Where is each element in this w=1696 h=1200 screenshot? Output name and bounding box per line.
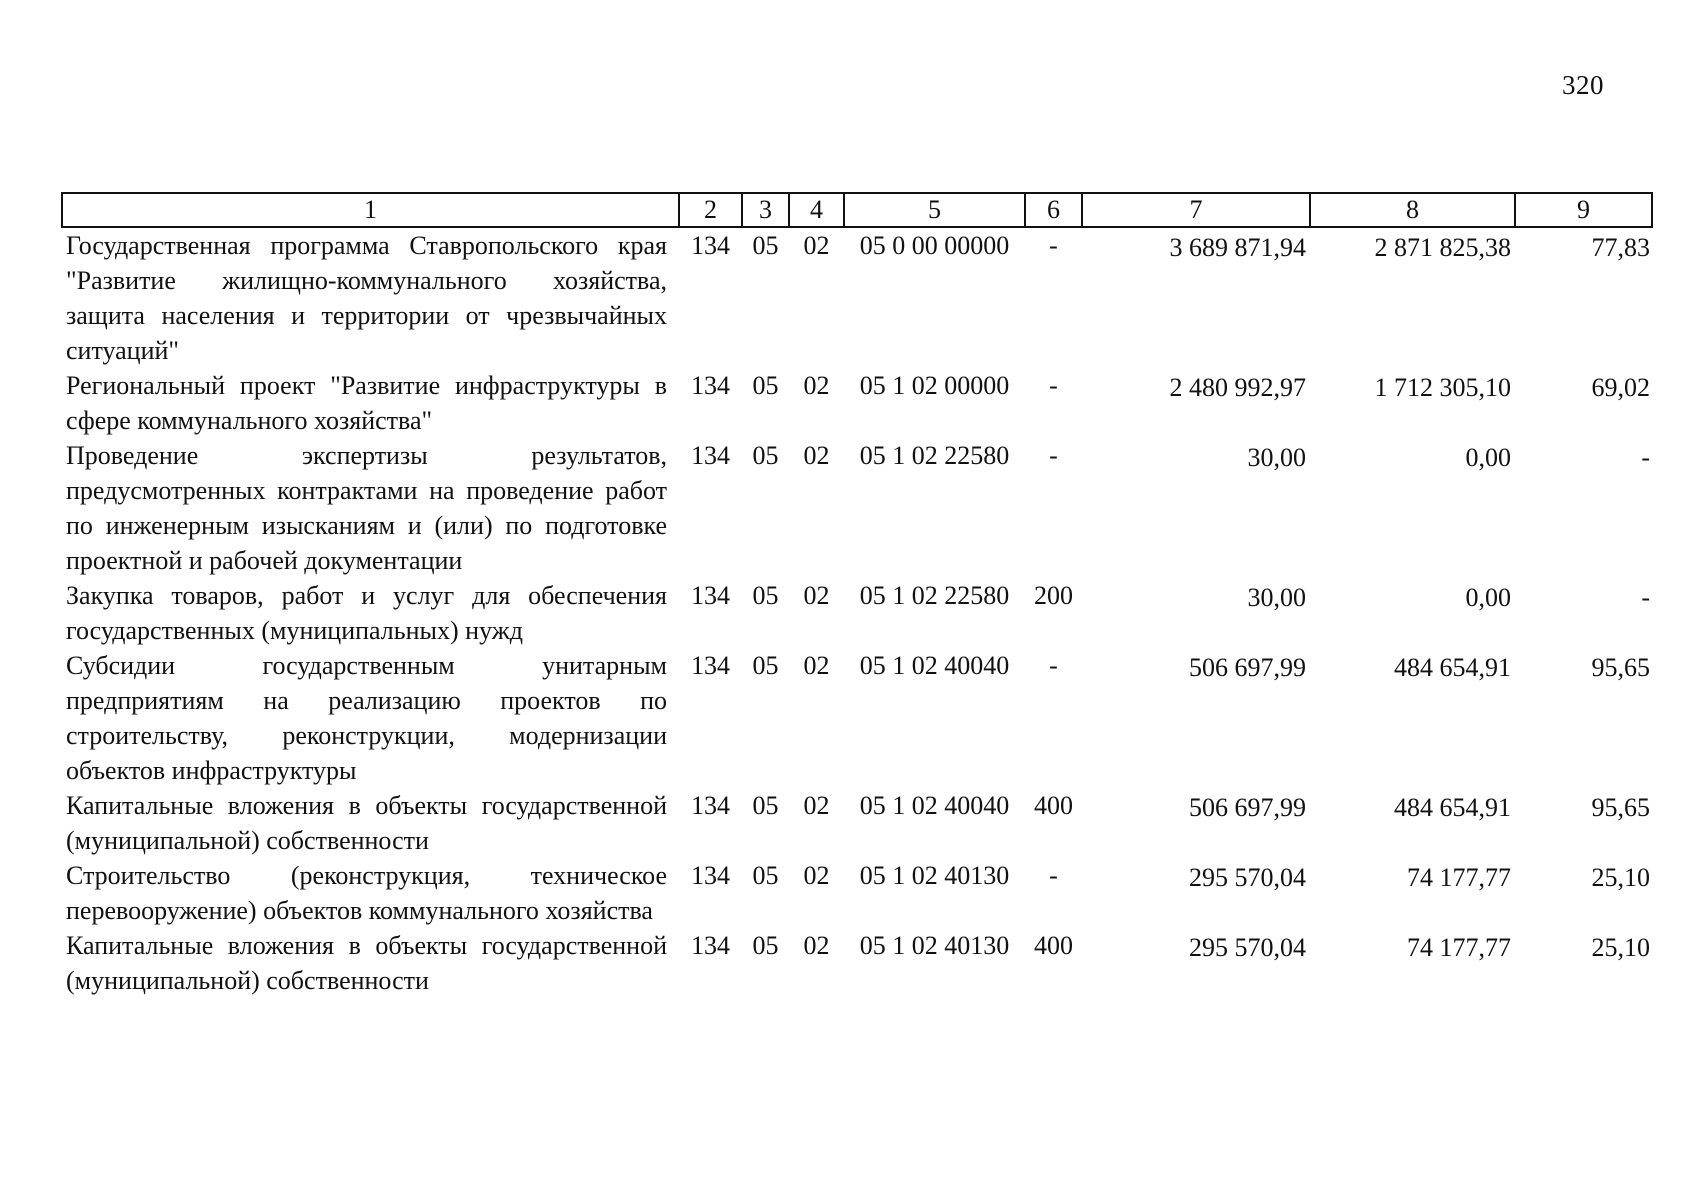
row-expense-type: - bbox=[1049, 861, 1058, 890]
row-actual: 2 871 825,38 bbox=[1374, 233, 1511, 262]
row-section: 05 bbox=[752, 371, 779, 400]
row-section: 05 bbox=[752, 651, 779, 680]
row-target-item: 05 1 02 00000 bbox=[859, 371, 1010, 400]
row-expense-type: 200 bbox=[1034, 581, 1073, 610]
row-subsection: 02 bbox=[803, 861, 830, 890]
row-expense-type: - bbox=[1049, 371, 1058, 400]
row-section: 05 bbox=[752, 931, 779, 960]
row-ministry: 134 bbox=[691, 581, 730, 610]
table-row bbox=[62, 858, 1652, 928]
header-cell-9: 9 bbox=[1515, 193, 1652, 227]
header-cell-6: 6 bbox=[1025, 193, 1082, 227]
row-ministry: 134 bbox=[691, 791, 730, 820]
row-subsection: 02 bbox=[803, 581, 830, 610]
row-name: Капитальные вложения в объекты государственной (муниципальной) собственности bbox=[66, 791, 667, 855]
row-ministry: 134 bbox=[691, 441, 730, 470]
row-section: 05 bbox=[752, 441, 779, 470]
page-number: 320 bbox=[1562, 70, 1604, 100]
table-row bbox=[62, 368, 1652, 438]
row-ministry: 134 bbox=[691, 861, 730, 890]
row-section: 05 bbox=[752, 861, 779, 890]
row-target-item: 05 1 02 22580 bbox=[859, 581, 1010, 610]
budget-table bbox=[61, 192, 1653, 998]
row-name: Закупка товаров, работ и услуг для обеспечения государственных (муниципальных) нужд bbox=[66, 581, 667, 645]
row-ministry: 134 bbox=[691, 231, 730, 260]
row-name: Региональный проект "Развитие инфраструктуры в сфере коммунального хозяйства" bbox=[66, 371, 667, 435]
header-row bbox=[62, 193, 1652, 227]
row-target-item: 05 1 02 40130 bbox=[859, 861, 1010, 890]
row-subsection: 02 bbox=[803, 651, 830, 680]
header-cell-1: 1 bbox=[62, 193, 679, 227]
table-row bbox=[62, 578, 1652, 648]
row-percent: 95,65 bbox=[1591, 793, 1650, 822]
table-row bbox=[62, 438, 1652, 578]
row-plan: 295 570,04 bbox=[1189, 863, 1306, 892]
row-plan: 2 480 992,97 bbox=[1169, 373, 1306, 402]
table-header bbox=[62, 193, 1652, 227]
row-plan: 3 689 871,94 bbox=[1169, 233, 1306, 262]
header-cell-7: 7 bbox=[1082, 193, 1310, 227]
row-percent: 25,10 bbox=[1591, 863, 1650, 892]
row-name: Строительство (реконструкция, техническое перевооружение) объектов коммунального хозяйства bbox=[66, 861, 667, 925]
row-name: Капитальные вложения в объекты государственной (муниципальной) собственности bbox=[66, 931, 667, 995]
row-ministry: 134 bbox=[691, 931, 730, 960]
row-expense-type: 400 bbox=[1034, 791, 1073, 820]
row-target-item: 05 1 02 22580 bbox=[859, 441, 1010, 470]
row-subsection: 02 bbox=[803, 231, 830, 260]
row-percent: - bbox=[1641, 583, 1650, 612]
row-section: 05 bbox=[752, 231, 779, 260]
row-percent: 25,10 bbox=[1591, 933, 1650, 962]
row-section: 05 bbox=[752, 581, 779, 610]
row-actual: 74 177,77 bbox=[1407, 933, 1511, 962]
table-row bbox=[62, 788, 1652, 858]
row-target-item: 05 1 02 40040 bbox=[859, 651, 1010, 680]
header-cell-2: 2 bbox=[679, 193, 742, 227]
row-target-item: 05 0 00 00000 bbox=[859, 231, 1010, 260]
table-row bbox=[62, 928, 1652, 998]
row-percent: 69,02 bbox=[1591, 373, 1650, 402]
header-cell-5: 5 bbox=[844, 193, 1025, 227]
row-actual: 484 654,91 bbox=[1394, 793, 1511, 822]
row-percent: - bbox=[1641, 443, 1650, 472]
row-actual: 74 177,77 bbox=[1407, 863, 1511, 892]
row-expense-type: - bbox=[1049, 231, 1058, 260]
row-plan: 30,00 bbox=[1247, 443, 1306, 472]
header-cell-3: 3 bbox=[742, 193, 789, 227]
row-plan: 506 697,99 bbox=[1189, 793, 1306, 822]
row-ministry: 134 bbox=[691, 371, 730, 400]
row-plan: 30,00 bbox=[1247, 583, 1306, 612]
row-target-item: 05 1 02 40040 bbox=[859, 791, 1010, 820]
row-actual: 484 654,91 bbox=[1394, 653, 1511, 682]
row-percent: 77,83 bbox=[1591, 233, 1650, 262]
row-plan: 506 697,99 bbox=[1189, 653, 1306, 682]
row-name: Проведение экспертизы результатов, предусмотренных контрактами на проведение работ по инженерным изысканиям и (или) по подготовке проектной и рабочей документации bbox=[66, 441, 667, 575]
row-percent: 95,65 bbox=[1591, 653, 1650, 682]
row-target-item: 05 1 02 40130 bbox=[859, 931, 1010, 960]
row-actual: 0,00 bbox=[1465, 443, 1511, 472]
table-row bbox=[62, 648, 1652, 788]
row-expense-type: 400 bbox=[1034, 931, 1073, 960]
row-subsection: 02 bbox=[803, 371, 830, 400]
row-subsection: 02 bbox=[803, 791, 830, 820]
row-expense-type: - bbox=[1049, 441, 1058, 470]
row-actual: 1 712 305,10 bbox=[1374, 373, 1511, 402]
row-subsection: 02 bbox=[803, 931, 830, 960]
row-name: Субсидии государственным унитарным предприятиям на реализацию проектов по строительству, реконструкции, модернизации объектов инфраструктуры bbox=[66, 651, 667, 785]
row-ministry: 134 bbox=[691, 651, 730, 680]
header-cell-4: 4 bbox=[789, 193, 844, 227]
row-plan: 295 570,04 bbox=[1189, 933, 1306, 962]
table-body bbox=[62, 227, 1652, 998]
row-actual: 0,00 bbox=[1465, 583, 1511, 612]
row-subsection: 02 bbox=[803, 441, 830, 470]
header-cell-8: 8 bbox=[1310, 193, 1515, 227]
table-row bbox=[62, 227, 1652, 368]
row-expense-type: - bbox=[1049, 651, 1058, 680]
row-name: Государственная программа Ставропольского края "Развитие жилищно-коммунального хозяйства, защита населения и территории от чрезвычайных ситуаций" bbox=[66, 231, 667, 365]
row-section: 05 bbox=[752, 791, 779, 820]
